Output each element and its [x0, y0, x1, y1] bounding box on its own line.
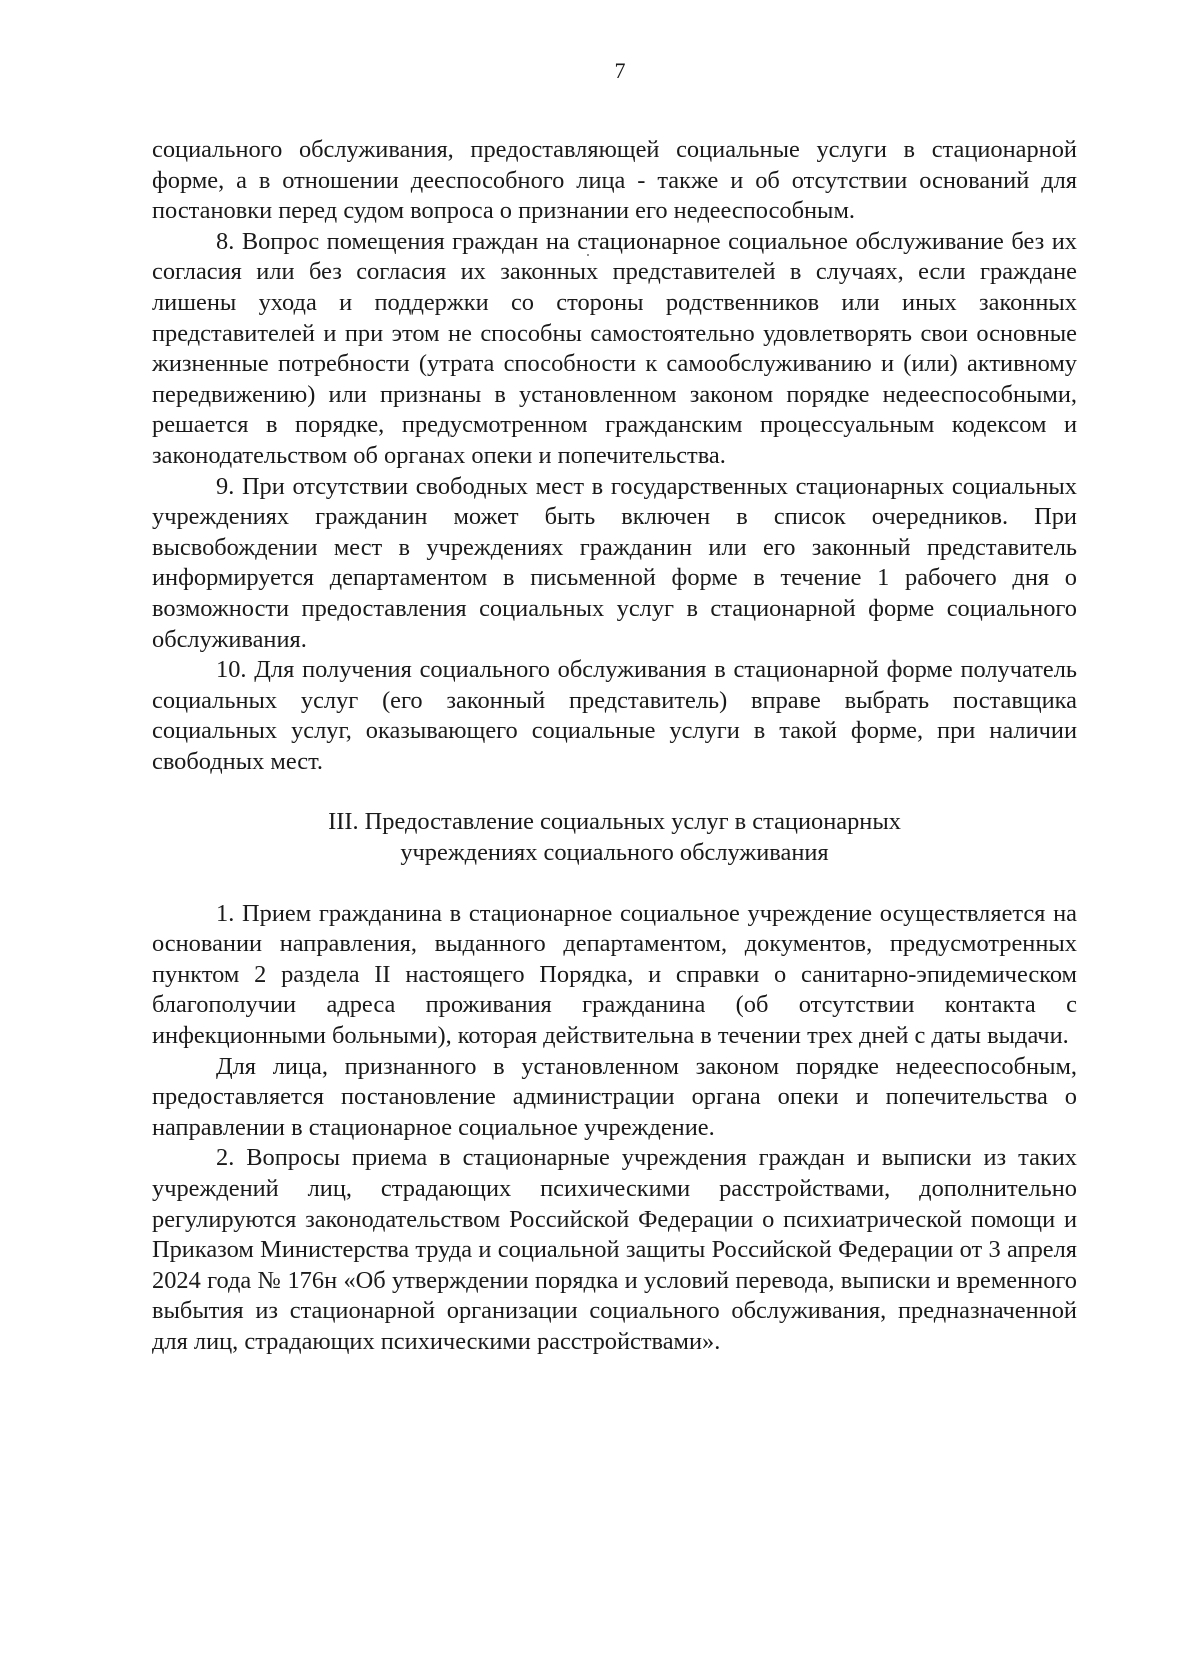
paragraph-section-item-1-cont: Для лица, признанного в установленном законом порядке недееспособным, предоставляется постановление администрации органа опеки и попечительства о направлении в стационарное социальное учреждение.	[152, 1052, 1077, 1141]
section-heading-line-1: III. Предоставление социальных услуг в стационарных	[328, 808, 901, 836]
paragraph-section-item-1: 1. Прием гражданина в стационарное социальное учреждение осуществляется на основании направления, выданного департаментом, документов, предусмотренных пунктом 2 раздела II настоящего Порядка, и справки о санитарно-эпидемическом благополучии адреса проживания гражданина (об отсутствии контакта с инфекционными больными), которая действительна в течении трех дней с даты выдачи.	[152, 899, 1077, 1050]
document-body	[152, 135, 1077, 1358]
spacer	[152, 777, 1077, 807]
page-number: 7	[614, 58, 626, 83]
paragraph-item-10: 10. Для получения социального обслуживания в стационарной форме получатель социальных услуг (его законный представитель) вправе выбрать поставщика социальных услуг, оказывающего социальные услуги в такой форме, при наличии свободных мест.	[152, 656, 1077, 775]
paragraph-item-9: 9. При отсутствии свободных мест в государственных стационарных социальных учреждениях гражданин может быть включен в список очередников. При высвобождении мест в учреждениях гражданин или его законный представитель информируется департаментом в письменной форме в течение 1 рабочего дня о возможности предоставления социальных услуг в стационарной форме социального обслуживания.	[152, 472, 1077, 653]
section-heading	[152, 807, 1077, 868]
section-heading-line-2: учреждениях социального обслуживания	[400, 839, 829, 867]
paragraph-item-8: 8. Вопрос помещения граждан на стационарное социальное обслуживание без их согласия или без согласия их законных представителей в случаях, если граждане лишены ухода и поддержки со стороны родственников или иных законных представителей и при этом не способны самостоятельно удовлетворять свои основные жизненные потребности (утрата способности к самообслуживанию и (или) активному передвижению) или признаны в установленном законом порядке недееспособными, решается в порядке, предусмотренном гражданским процессуальным кодексом и законодательством об органах опеки и попечительства.	[152, 227, 1077, 469]
spacer	[152, 869, 1077, 899]
paragraph-section-item-2: 2. Вопросы приема в стационарные учреждения граждан и выписки из таких учреждений лиц, страдающих психическими расстройствами, дополнительно регулируются законодательством Российской Федерации о психиатрической помощи и Приказом Министерства труда и социальной защиты Российской Федерации от 3 апреля 2024 года № 176н «Об утверждении порядка и условий перевода, выписки и временного выбытия из стационарной организации социального обслуживания, предназначенной для лиц, страдающих психическими расстройствами».	[152, 1144, 1077, 1355]
paragraph-continuation: социального обслуживания, предоставляющей социальные услуги в стационарной форме, а в отношении дееспособного лица - также и об отсутствии оснований для постановки перед судом вопроса о признании его недееспособным.	[152, 136, 1077, 225]
